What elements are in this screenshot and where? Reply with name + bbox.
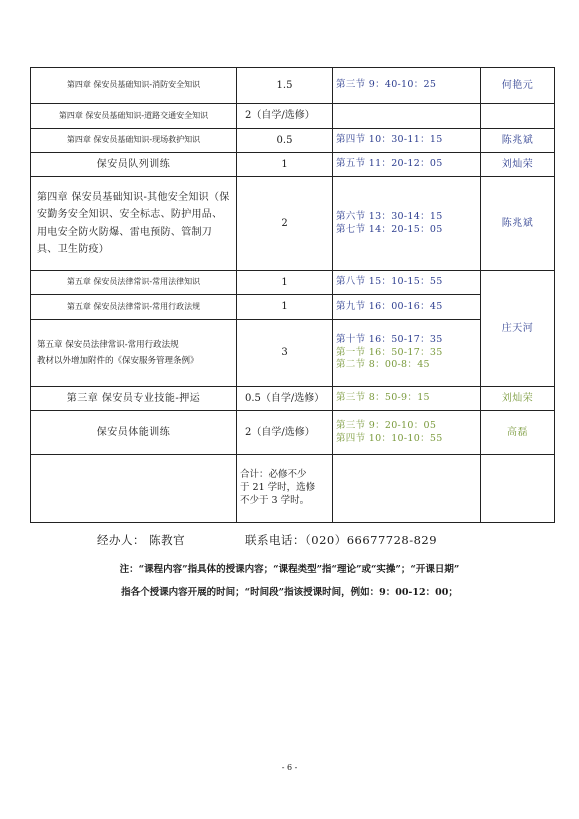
- session-cell: 第五节 11：20-12：05: [333, 153, 481, 177]
- session-cell: [333, 104, 481, 129]
- teacher-cell: [481, 104, 555, 129]
- hours-cell: 1: [237, 271, 333, 295]
- hours-cell: 1.5: [237, 68, 333, 104]
- empty-cell: [31, 455, 237, 523]
- session-cell: 第六节 13：30-14：15 第七节 14：20-15：05: [333, 177, 481, 271]
- course-cell: 第四章 保安员基础知识-消防安全知识: [31, 68, 237, 104]
- table-row: [31, 387, 555, 411]
- session-cell: 第九节 16：00-16：45: [333, 295, 481, 320]
- hours-cell: 1: [237, 153, 333, 177]
- hours-cell: 0.5: [237, 129, 333, 153]
- course-cell: 第五章 保安员法律常识-常用法律知识: [31, 271, 237, 295]
- hours-cell: 2（自学/选修）: [237, 104, 333, 129]
- teacher-cell-merged: 庄天河: [481, 271, 555, 387]
- teacher-cell: 刘灿荣: [481, 387, 555, 411]
- hours-cell: 0.5（自学/选修）: [237, 387, 333, 411]
- table-row: [31, 271, 555, 295]
- phone-label: 联系电话：（020）66677728-829: [245, 533, 438, 547]
- session-cell: 第八节 15：10-15：55: [333, 271, 481, 295]
- course-cell: 第四章 保安员基础知识-道路交通安全知识: [31, 104, 237, 129]
- empty-cell: [333, 455, 481, 523]
- session-cell: 第三节 9：40-10：25: [333, 68, 481, 104]
- table-row: [31, 320, 555, 387]
- schedule-table: [30, 67, 555, 523]
- teacher-cell: 刘灿荣: [481, 153, 555, 177]
- table-row: [31, 295, 555, 320]
- course-cell: 保安员队列训练: [31, 153, 237, 177]
- table-row: [31, 411, 555, 455]
- footnote-line-2: 指各个授课内容开展的时间；“时间段”指该授课时间，例如：9：00-12：00；: [121, 587, 458, 598]
- contact-info: [97, 532, 517, 548]
- total-cell: 合计：必修不少 于 21 学时，选修 不少于 3 学时。: [237, 455, 333, 523]
- teacher-cell: 陈兆斌: [481, 177, 555, 271]
- hours-cell: 2（自学/选修）: [237, 411, 333, 455]
- session-cell: 第十节 16：50-17：35 第一节 16：50-17：35 第二节 8：00-8：45: [333, 320, 481, 387]
- table-row: [31, 129, 555, 153]
- course-cell: 第四章 保安员基础知识-其他安全知识（保安勤务安全知识、安全标志、防护用品、用电安全防火防爆、雷电预防、管制刀具、卫生防疫）: [31, 177, 237, 271]
- course-cell: 保安员体能训练: [31, 411, 237, 455]
- table-row: [31, 177, 555, 271]
- handler-label: 经办人： 陈教官: [97, 533, 186, 547]
- page-number: - 6 -: [281, 763, 298, 772]
- teacher-cell: 何艳元: [481, 68, 555, 104]
- hours-cell: 2: [237, 177, 333, 271]
- table-row-total: [31, 455, 555, 523]
- session-cell: 第三节 8：50-9：15: [333, 387, 481, 411]
- course-cell: 第五章 保安员法律常识-常用行政法规: [31, 295, 237, 320]
- table-row: [31, 104, 555, 129]
- table-row: [31, 68, 555, 104]
- empty-cell: [481, 455, 555, 523]
- footnote-line-1: 注：“课程内容”指具体的授课内容；“课程类型”指“理论”或“实操”；“开课日期”: [119, 564, 460, 575]
- session-cell: 第四节 10：30-11：15: [333, 129, 481, 153]
- hours-cell: 3: [237, 320, 333, 387]
- teacher-cell: 陈兆斌: [481, 129, 555, 153]
- course-cell: 第五章 保安员法律常识-常用行政法规 教材以外增加附件的《保安服务管理条例》: [31, 320, 237, 387]
- teacher-cell: 高磊: [481, 411, 555, 455]
- session-cell: 第三节 9：20-10：05 第四节 10：10-10：55: [333, 411, 481, 455]
- course-cell: 第三章 保安员专业技能-押运: [31, 387, 237, 411]
- table-row: [31, 153, 555, 177]
- hours-cell: 1: [237, 295, 333, 320]
- course-cell: 第四章 保安员基础知识-现场救护知识: [31, 129, 237, 153]
